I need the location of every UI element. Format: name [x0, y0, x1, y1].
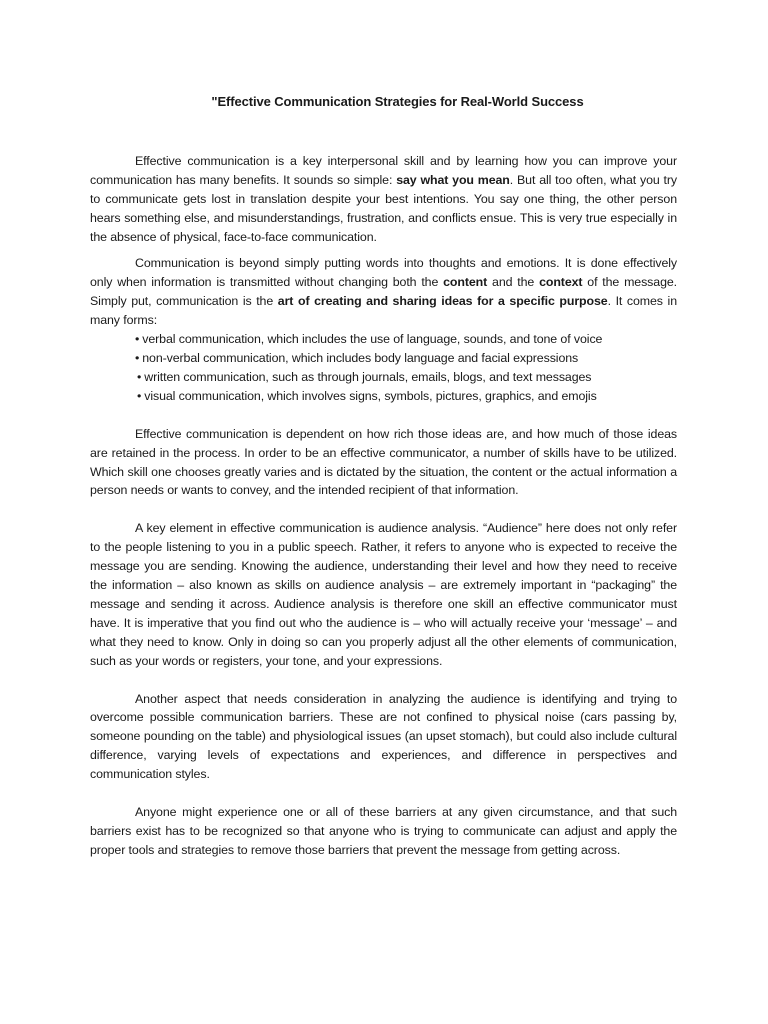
paragraph-definition-text-2: and the	[487, 275, 540, 290]
paragraph-communication-barriers: Another aspect that needs consideration in analyzing the audience is identifying and trying to overcome possible communication barriers. These are not confined to physical noise (cars passing by, someone pounding on the table) and physiological issues (an upset stomach), but could also include cultural difference, varying levels of expectations and experiences, and difference in perspectives and communication styles.	[90, 691, 677, 782]
paragraph-definition-text-3: of the message. Simply put, communication is the	[90, 275, 677, 309]
paragraph-intro-text-1: Effective communication is a key interpersonal skill and by learning how you can improve your communication has many benefits. It sounds so simple:	[90, 153, 677, 187]
paragraph-definition-text-1: Communication is beyond simply putting words into thoughts and emotions. It is done effectively only when information is transmitted without changing both the	[90, 256, 677, 290]
document-title: "Effective Communication Strategies for Real-World Success	[211, 94, 584, 109]
bullet-icon: •	[135, 332, 140, 347]
paragraph-definition-text-4: . It comes in many forms:	[90, 294, 677, 328]
list-item-text: verbal communication, which includes the use of language, sounds, and tone of voice	[142, 332, 603, 347]
paragraph-removing-barriers: Anyone might experience one or all of these barriers at any given circumstance, and that such barriers exist has to be recognized so that anyone who is trying to communicate can adjust and apply the proper tools and strategies to remove those barriers that prevent the message from getting across.	[90, 805, 677, 857]
list-item	[90, 330, 677, 349]
paragraph-communication-definition	[90, 254, 677, 330]
list-item	[90, 387, 677, 406]
communication-forms-list	[90, 330, 677, 406]
list-item-text: written communication, such as through journals, emails, blogs, and text messages	[144, 369, 592, 384]
bullet-icon: •	[137, 388, 142, 403]
list-item-text: visual communication, which involves signs, symbols, pictures, graphics, and emojis	[144, 388, 597, 403]
paragraph-audience-analysis: A key element in effective communication is audience analysis. “Audience” here does not only refer to the people listening to you in a public speech. Rather, it refers to anyone who is expected to receive the message you are sending. Knowing the audience, understanding their level and how they need to receive the information – also known as skills on audience analysis – are extremely important in “packaging” the message and sending it across. Audience analysis is therefore one skill an effective communicator must have. It is imperative that you find out who the audience is – who will actually receive your ‘message’ – and what they need to know. Only in doing so can you properly adjust all the other elements of communication, such as your words or registers, your tone, and your expressions.	[90, 521, 677, 668]
paragraph-intro-text-2: . But all too often, what you try to communicate gets lost in translation despite your best intentions. You say one thing, the other person hears something else, and misunderstandings, frustration, and conflicts ensue. This is very true especially in the absence of physical, face-to-face communication.	[90, 172, 678, 244]
paragraph-intro	[90, 152, 677, 247]
paragraph-rich-ideas: Effective communication is dependent on how rich those ideas are, and how much of those ideas are retained in the process. In order to be an effective communicator, a number of skills have to be utilized. Which skill one chooses greatly varies and is dictated by the situation, the content or the actual information a person needs or wants to convey, and the intended recipient of that information.	[90, 426, 677, 498]
list-item	[90, 368, 677, 387]
list-item	[90, 349, 677, 368]
emphasis-context: context	[539, 275, 583, 290]
document-body	[90, 93, 677, 860]
bullet-icon: •	[137, 369, 142, 384]
emphasis-content: content	[443, 275, 488, 290]
emphasis-art-of-creating: art of creating and sharing ideas for a specific purpose	[277, 294, 608, 309]
bullet-icon: •	[135, 350, 140, 365]
emphasis-say-what-you-mean: say what you mean	[396, 172, 510, 187]
list-item-text: non-verbal communication, which includes body language and facial expressions	[142, 350, 579, 365]
